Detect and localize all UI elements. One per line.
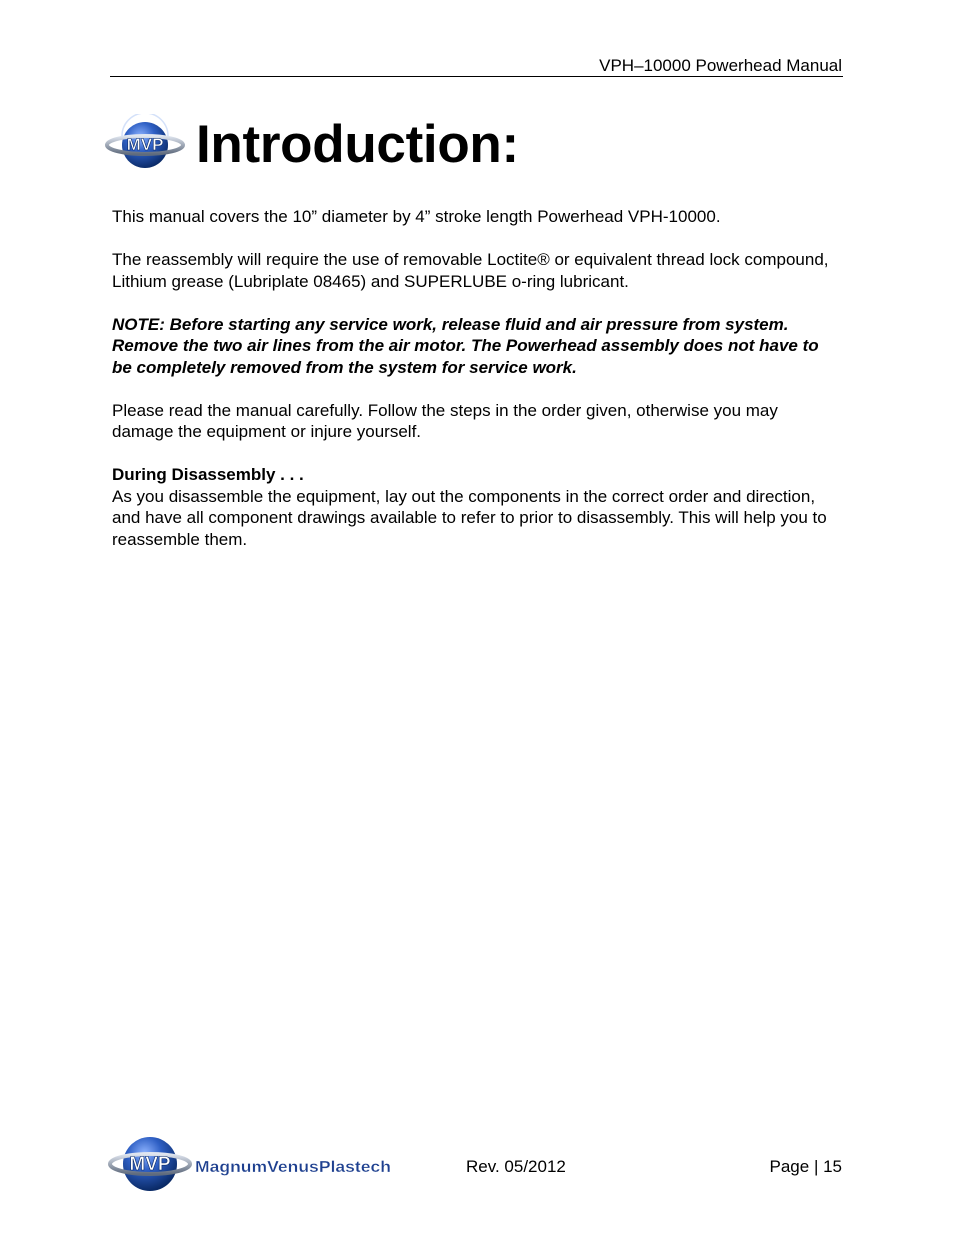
footer-logo-text: MVP <box>129 1154 171 1175</box>
title-logo-text: MVP <box>126 135 164 154</box>
mvp-logo-icon <box>104 114 186 176</box>
disassembly-section <box>112 464 842 550</box>
body-content <box>112 206 842 572</box>
footer-company-logo <box>108 1130 398 1194</box>
footer-page-number: Page | 15 <box>769 1157 842 1176</box>
footer-company-name: MagnumVenusPlastech <box>195 1159 391 1176</box>
footer-revision: Rev. 05/2012 <box>466 1157 566 1176</box>
paragraph-materials: The reassembly will require the use of removable Loctite® or equivalent thread lock compound, Lithium grease (Lubriplate 08465) and SUPERLUBE o-ring lubricant. <box>112 250 829 291</box>
paragraph-disassembly: As you disassemble the equipment, lay out the components in the correct order and direction, and have all component drawings available to refer to prior to disassembly. This will help you to reassemble them. <box>112 486 827 549</box>
header-rule <box>110 76 843 77</box>
page-title: Introduction: <box>196 115 519 174</box>
paragraph-scope: This manual covers the 10” diameter by 4” stroke length Powerhead VPH-10000. <box>112 207 721 226</box>
header-title: VPH–10000 Powerhead Manual <box>599 56 842 75</box>
safety-note: NOTE: Before starting any service work, release fluid and air pressure from system. Remove the two air lines from the air motor. The Powerhead assembly does not have to be completely removed from the system for service work. <box>112 314 819 377</box>
disassembly-subheading: During Disassembly . . . <box>112 465 304 484</box>
paragraph-read-carefully: Please read the manual carefully. Follow the steps in the order given, otherwise you may damage the equipment or injure yourself. <box>112 400 778 441</box>
title-row <box>104 110 519 180</box>
